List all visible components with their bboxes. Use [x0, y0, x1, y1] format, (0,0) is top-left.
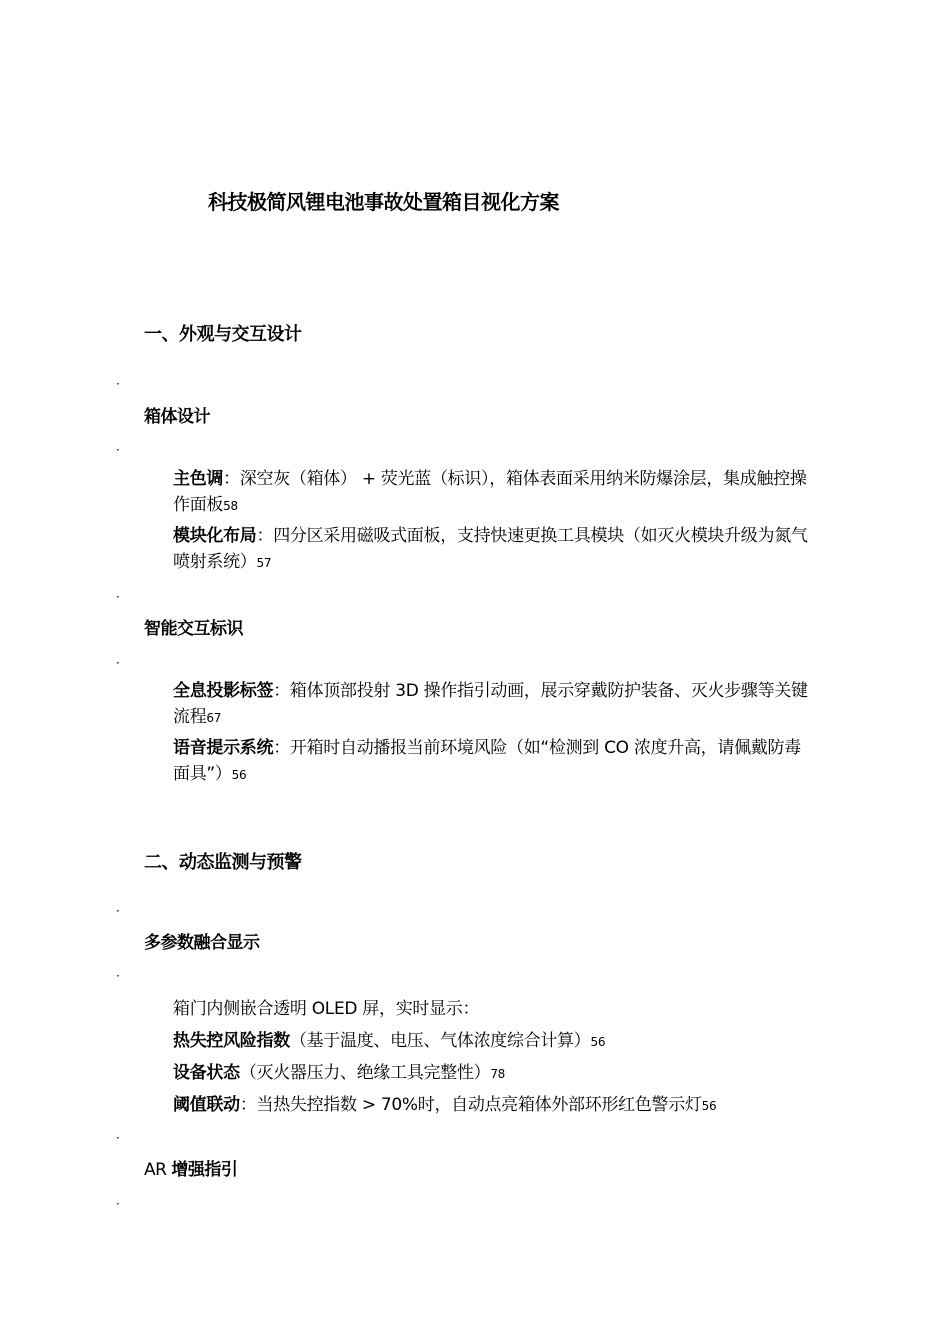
bullet-dot: · [116, 590, 120, 604]
line-threshold-linkage [173, 1090, 716, 1115]
line-text: （基于温度、电压、气体浓度综合计算） [289, 1031, 591, 1051]
line-thermal-runaway-index [173, 1026, 605, 1051]
bullet-dot: · [116, 443, 120, 457]
paragraph-label: 全息投影标签 [173, 681, 274, 701]
reference-number: 57 [256, 556, 272, 570]
paragraph-text: ：开箱时自动播报当前环境风险（如“检测到 CO 浓度升高，请佩戴防毒面具”） [173, 738, 801, 784]
reference-number: 56 [590, 1035, 606, 1049]
document-title: 科技极简风锂电池事故处置箱目视化方案 [208, 190, 559, 214]
bullet-dot: · [116, 377, 120, 391]
oled-intro-text: 箱门内侧嵌合透明 OLED 屏，实时显示： [173, 999, 480, 1019]
heading-prefix: AR [144, 1160, 172, 1180]
paragraph-text: ：深空灰（箱体） + 荧光蓝（标识），箱体表面采用纳米防爆涂层，集成触控操作面板 [173, 469, 807, 515]
subsection-multi-param-heading: 多参数融合显示 [144, 933, 260, 953]
bullet-dot: · [116, 1197, 120, 1211]
bullet-dot: · [116, 656, 120, 670]
line-label: 阈值联动 [173, 1095, 240, 1115]
subsection-smart-interaction-heading: 智能交互标识 [144, 619, 243, 639]
bullet-dot: · [116, 1131, 120, 1145]
paragraph-label: 模块化布局 [173, 526, 257, 546]
line-text: （灭火器压力、绝缘工具完整性） [239, 1063, 491, 1083]
paragraph-hologram-label [173, 678, 813, 731]
reference-number: 67 [206, 711, 222, 725]
paragraph-modular-layout [173, 523, 813, 576]
paragraph-text: ：四分区采用磁吸式面板，支持快速更换工具模块（如灭火模块升级为氮气喷射系统） [173, 526, 808, 572]
paragraph-text: ：箱体顶部投射 3D 操作指引动画，展示穿戴防护装备、灭火步骤等关键流程 [173, 681, 808, 727]
line-device-status [173, 1058, 505, 1083]
subsection-ar-guide-heading [144, 1155, 237, 1180]
reference-number: 58 [223, 499, 238, 513]
reference-number: 56 [701, 1099, 717, 1113]
reference-number: 78 [490, 1067, 505, 1081]
heading-bold: 增强指引 [171, 1160, 238, 1180]
paragraph-label: 主色调 [173, 469, 224, 489]
bullet-dot: · [116, 969, 120, 983]
section-1-heading: 一、外观与交互设计 [144, 324, 302, 345]
bullet-dot: · [116, 904, 120, 918]
reference-number: 56 [231, 768, 247, 782]
paragraph-main-color [173, 466, 813, 519]
line-text: ：当热失控指数 > 70%时，自动点亮箱体外部环形红色警示灯 [239, 1095, 702, 1115]
paragraph-label: 语音提示系统 [173, 738, 274, 758]
line-label: 设备状态 [173, 1063, 240, 1083]
section-2-heading: 二、动态监测与预警 [144, 852, 302, 873]
line-label: 热失控风险指数 [173, 1031, 290, 1051]
subsection-box-design-heading: 箱体设计 [144, 407, 210, 427]
paragraph-voice-system [173, 735, 813, 788]
